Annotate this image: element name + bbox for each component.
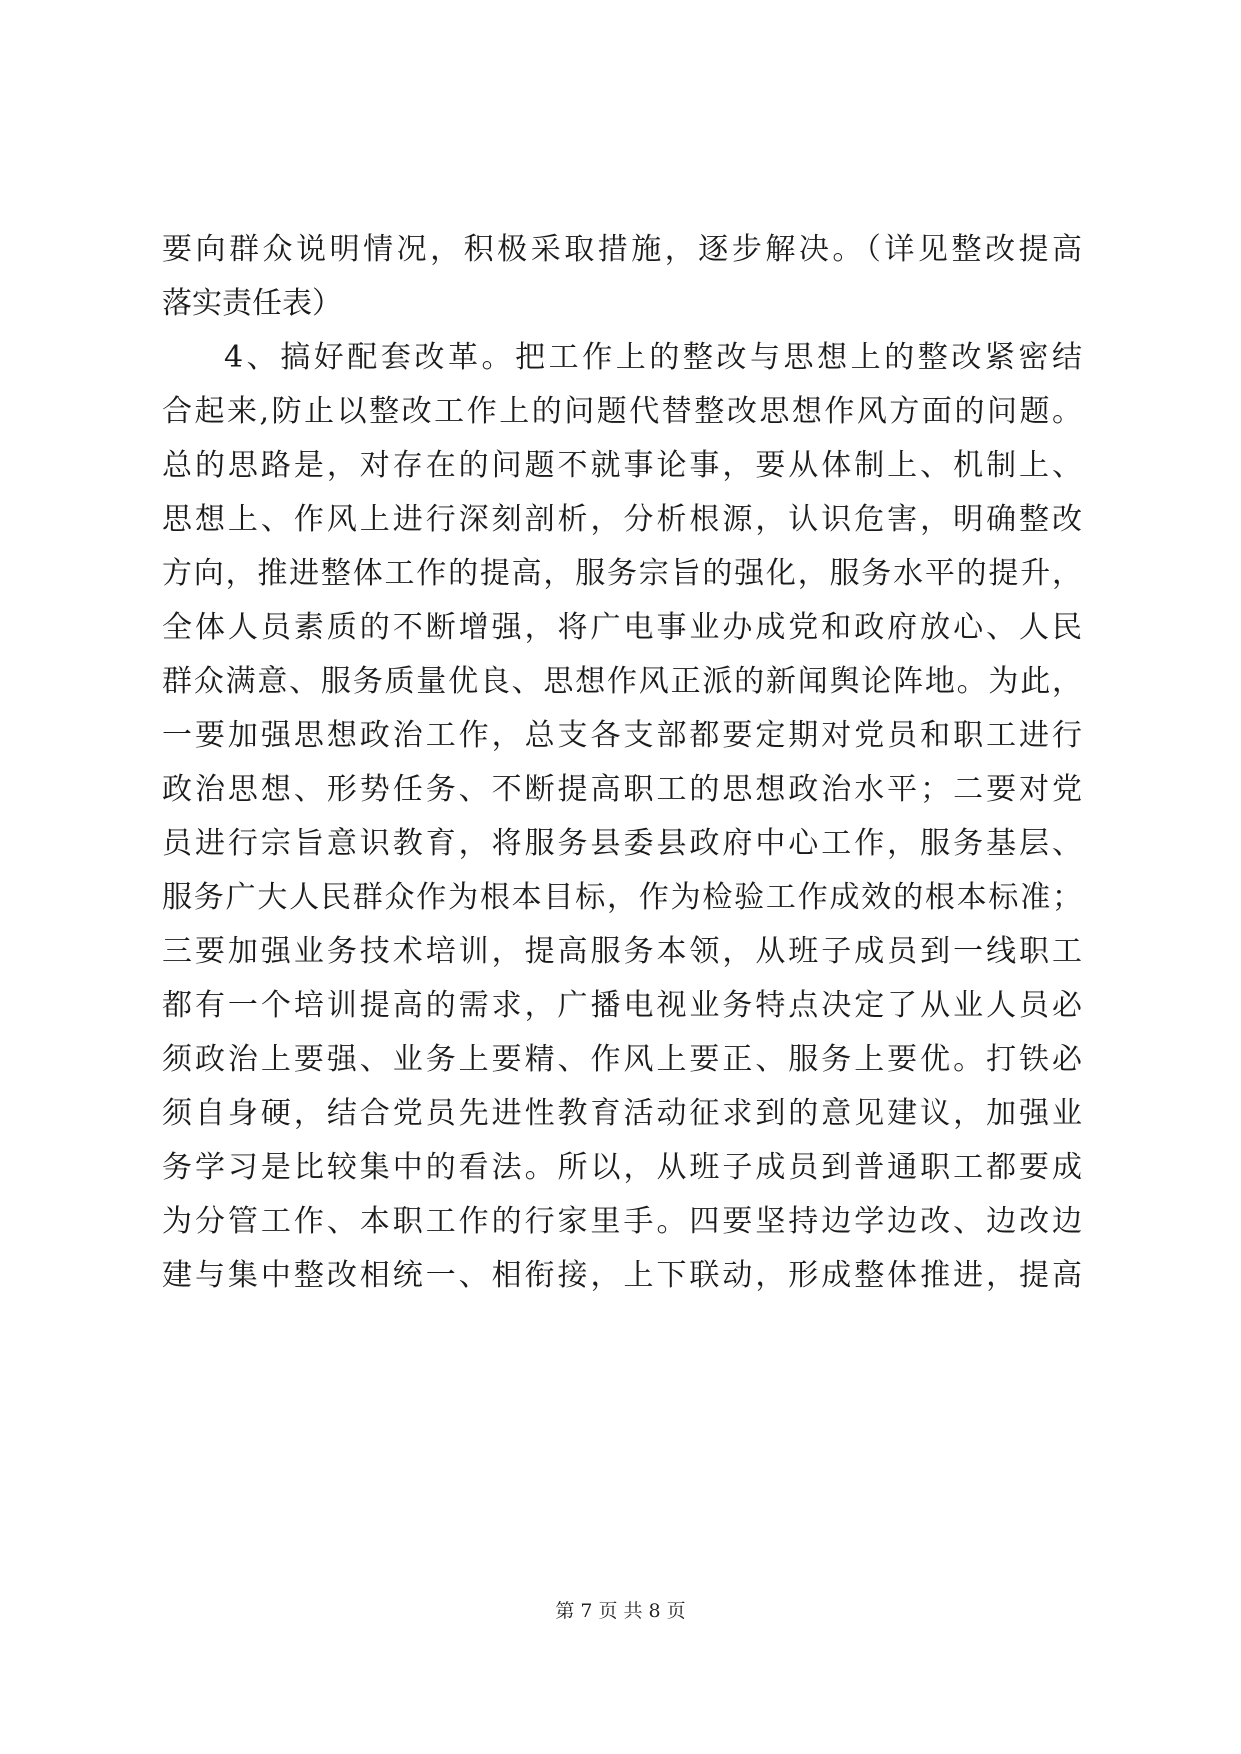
- text-line: 落实责任表）: [162, 286, 342, 321]
- text-line: 服务广大人民群众作为根本目标，作为检验工作成效的根本标准；: [162, 880, 1082, 915]
- text-line: 要向群众说明情况，积极采取措施，逐步解决。（详见整改提高: [162, 232, 1082, 267]
- text-line: 全体人员素质的不断增强，将广电事业办成党和政府放心、人民: [162, 610, 1082, 645]
- text-line: 员进行宗旨意识教育，将服务县委县政府中心工作，服务基层、: [162, 826, 1082, 861]
- text-line: 须政治上要强、业务上要精、作风上要正、服务上要优。打铁必: [162, 1042, 1082, 1077]
- text-line: 方向，推进整体工作的提高，服务宗旨的强化，服务水平的提升，: [162, 556, 1082, 591]
- text-line: 三要加强业务技术培训，提高服务本领，从班子成员到一线职工: [162, 934, 1082, 969]
- text-line: 总的思路是，对存在的问题不就事论事，要从体制上、机制上、: [162, 448, 1082, 483]
- text-line: 群众满意、服务质量优良、思想作风正派的新闻舆论阵地。为此，: [162, 664, 1082, 699]
- text-line: 一要加强思想政治工作，总支各支部都要定期对党员和职工进行: [162, 718, 1082, 753]
- text-line: 建与集中整改相统一、相衔接，上下联动，形成整体推进，提高: [162, 1258, 1082, 1293]
- text-line: 须自身硬，结合党员先进性教育活动征求到的意见建议，加强业: [162, 1096, 1082, 1131]
- paragraph-2: [162, 331, 1082, 1303]
- body-text: [162, 223, 1082, 1303]
- text-line: 4、搞好配套改革。把工作上的整改与思想上的整改紧密结: [224, 340, 1082, 375]
- paragraph-1: [162, 223, 1082, 331]
- text-line: 务学习是比较集中的看法。所以，从班子成员到普通职工都要成: [162, 1150, 1082, 1185]
- text-line: 思想上、作风上进行深刻剖析，分析根源，认识危害，明确整改: [162, 502, 1082, 537]
- text-line: 都有一个培训提高的需求，广播电视业务特点决定了从业人员必: [162, 988, 1082, 1023]
- page-number-footer: 第 7 页 共 8 页: [555, 1600, 686, 1622]
- text-line: 为分管工作、本职工作的行家里手。四要坚持边学边改、边改边: [162, 1204, 1082, 1239]
- text-line: 政治思想、形势任务、不断提高职工的思想政治水平；二要对党: [162, 772, 1082, 807]
- text-line: 合起来,防止以整改工作上的问题代替整改思想作风方面的问题。: [162, 394, 1082, 429]
